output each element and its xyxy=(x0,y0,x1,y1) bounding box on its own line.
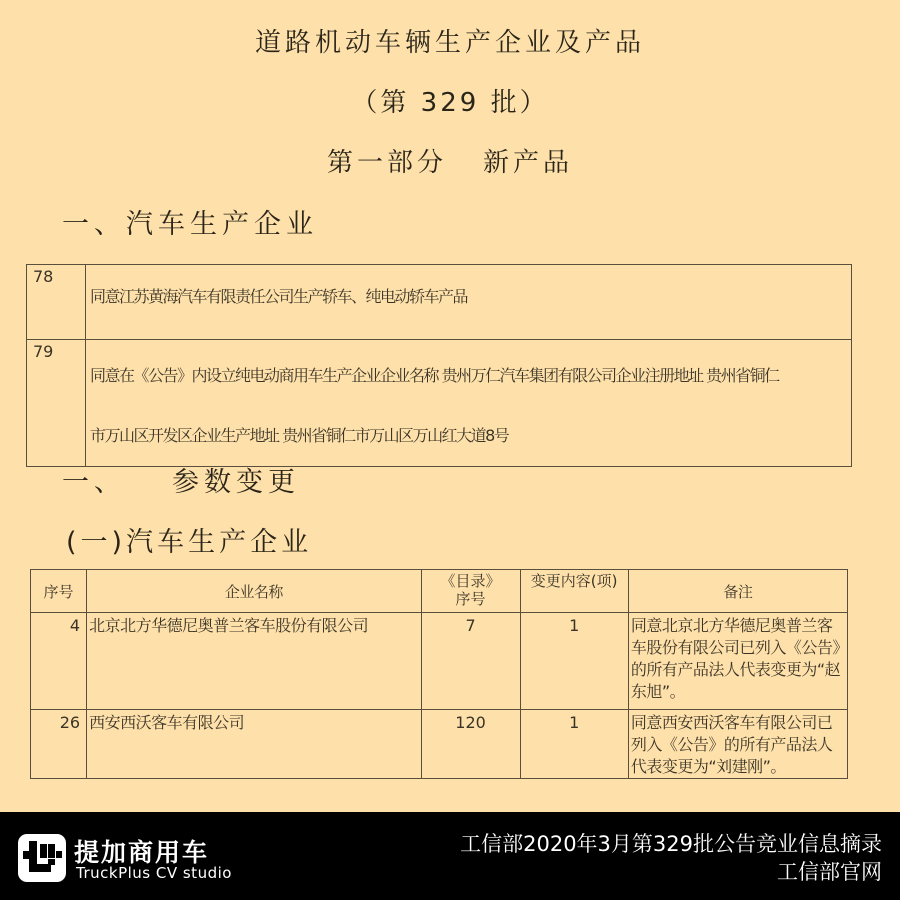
cell-catalog-no: 120 xyxy=(421,710,520,779)
brand-name-en: TruckPlus CV studio xyxy=(76,864,232,882)
header-catalog-no xyxy=(421,570,520,613)
document-title: 道路机动车辆生产企业及产品 xyxy=(254,28,645,58)
table-header-row xyxy=(31,570,848,613)
section-heading-vehicle-makers: 一、汽车生产企业 xyxy=(62,209,318,240)
brand-name-cn: 提加商用车 xyxy=(74,838,210,867)
part-title xyxy=(0,142,900,179)
cell-changes: 1 xyxy=(520,710,628,779)
table-row xyxy=(31,710,848,779)
cell-catalog-no: 7 xyxy=(421,613,520,710)
part-label: 第一部分 xyxy=(326,148,447,178)
section-number: 一、 xyxy=(62,467,126,498)
part-name: 新产品 xyxy=(483,148,574,178)
header-company: 企业名称 xyxy=(87,570,422,613)
source-attribution: 工信部官网 xyxy=(777,860,882,884)
row-description: 同意江苏黄海汽车有限责任公司生产轿车、纯电动轿车产品 xyxy=(86,265,852,340)
row-number: 78 xyxy=(27,265,86,340)
description-line: 市万山区开发区企业生产地址 贵州省铜仁市万山区万山红大道8号 xyxy=(90,426,509,445)
source-caption: 工信部2020年3月第329批公告竞业信息摘录 xyxy=(460,832,882,856)
cell-company: 西安西沃客车有限公司 xyxy=(87,710,422,779)
batch-number: （第 329 批） xyxy=(351,88,549,118)
cell-remarks: 同意西安西沃客车有限公司已列入《公告》的所有产品法人代表变更为“刘建刚”。 xyxy=(628,710,847,779)
header-remarks: 备注 xyxy=(628,570,847,613)
new-products-table xyxy=(26,264,852,467)
truckplus-logo-icon xyxy=(18,834,66,882)
table-row xyxy=(31,613,848,710)
param-change-table xyxy=(30,569,848,779)
header-seq: 序号 xyxy=(31,570,87,613)
row-description xyxy=(86,340,852,467)
cell-seq: 26 xyxy=(31,710,87,779)
section-name: 参数变更 xyxy=(172,467,300,498)
header-changes: 变更内容(项) xyxy=(520,570,628,613)
footer-banner xyxy=(0,812,900,900)
cell-changes: 1 xyxy=(520,613,628,710)
header-catalog-line2: 序号 xyxy=(455,590,486,608)
row-number: 79 xyxy=(27,340,86,467)
subsection-heading: (一)汽车生产企业 xyxy=(66,527,313,558)
description-line: 同意在《公告》内设立纯电动商用车生产企业企业名称 贵州万仁汽车集团有限公司企业注册地址 贵州省铜仁 xyxy=(90,366,779,385)
cell-remarks: 同意北京北方华德尼奥普兰客车股份有限公司已列入《公告》的所有产品法人代表变更为“赵东旭”。 xyxy=(628,613,847,710)
header-catalog-line1: 《目录》 xyxy=(440,572,501,590)
table-row xyxy=(27,340,852,467)
table-row xyxy=(27,265,852,340)
cell-seq: 4 xyxy=(31,613,87,710)
cell-company: 北京北方华德尼奥普兰客车股份有限公司 xyxy=(87,613,422,710)
section-heading-param-change xyxy=(62,460,300,499)
